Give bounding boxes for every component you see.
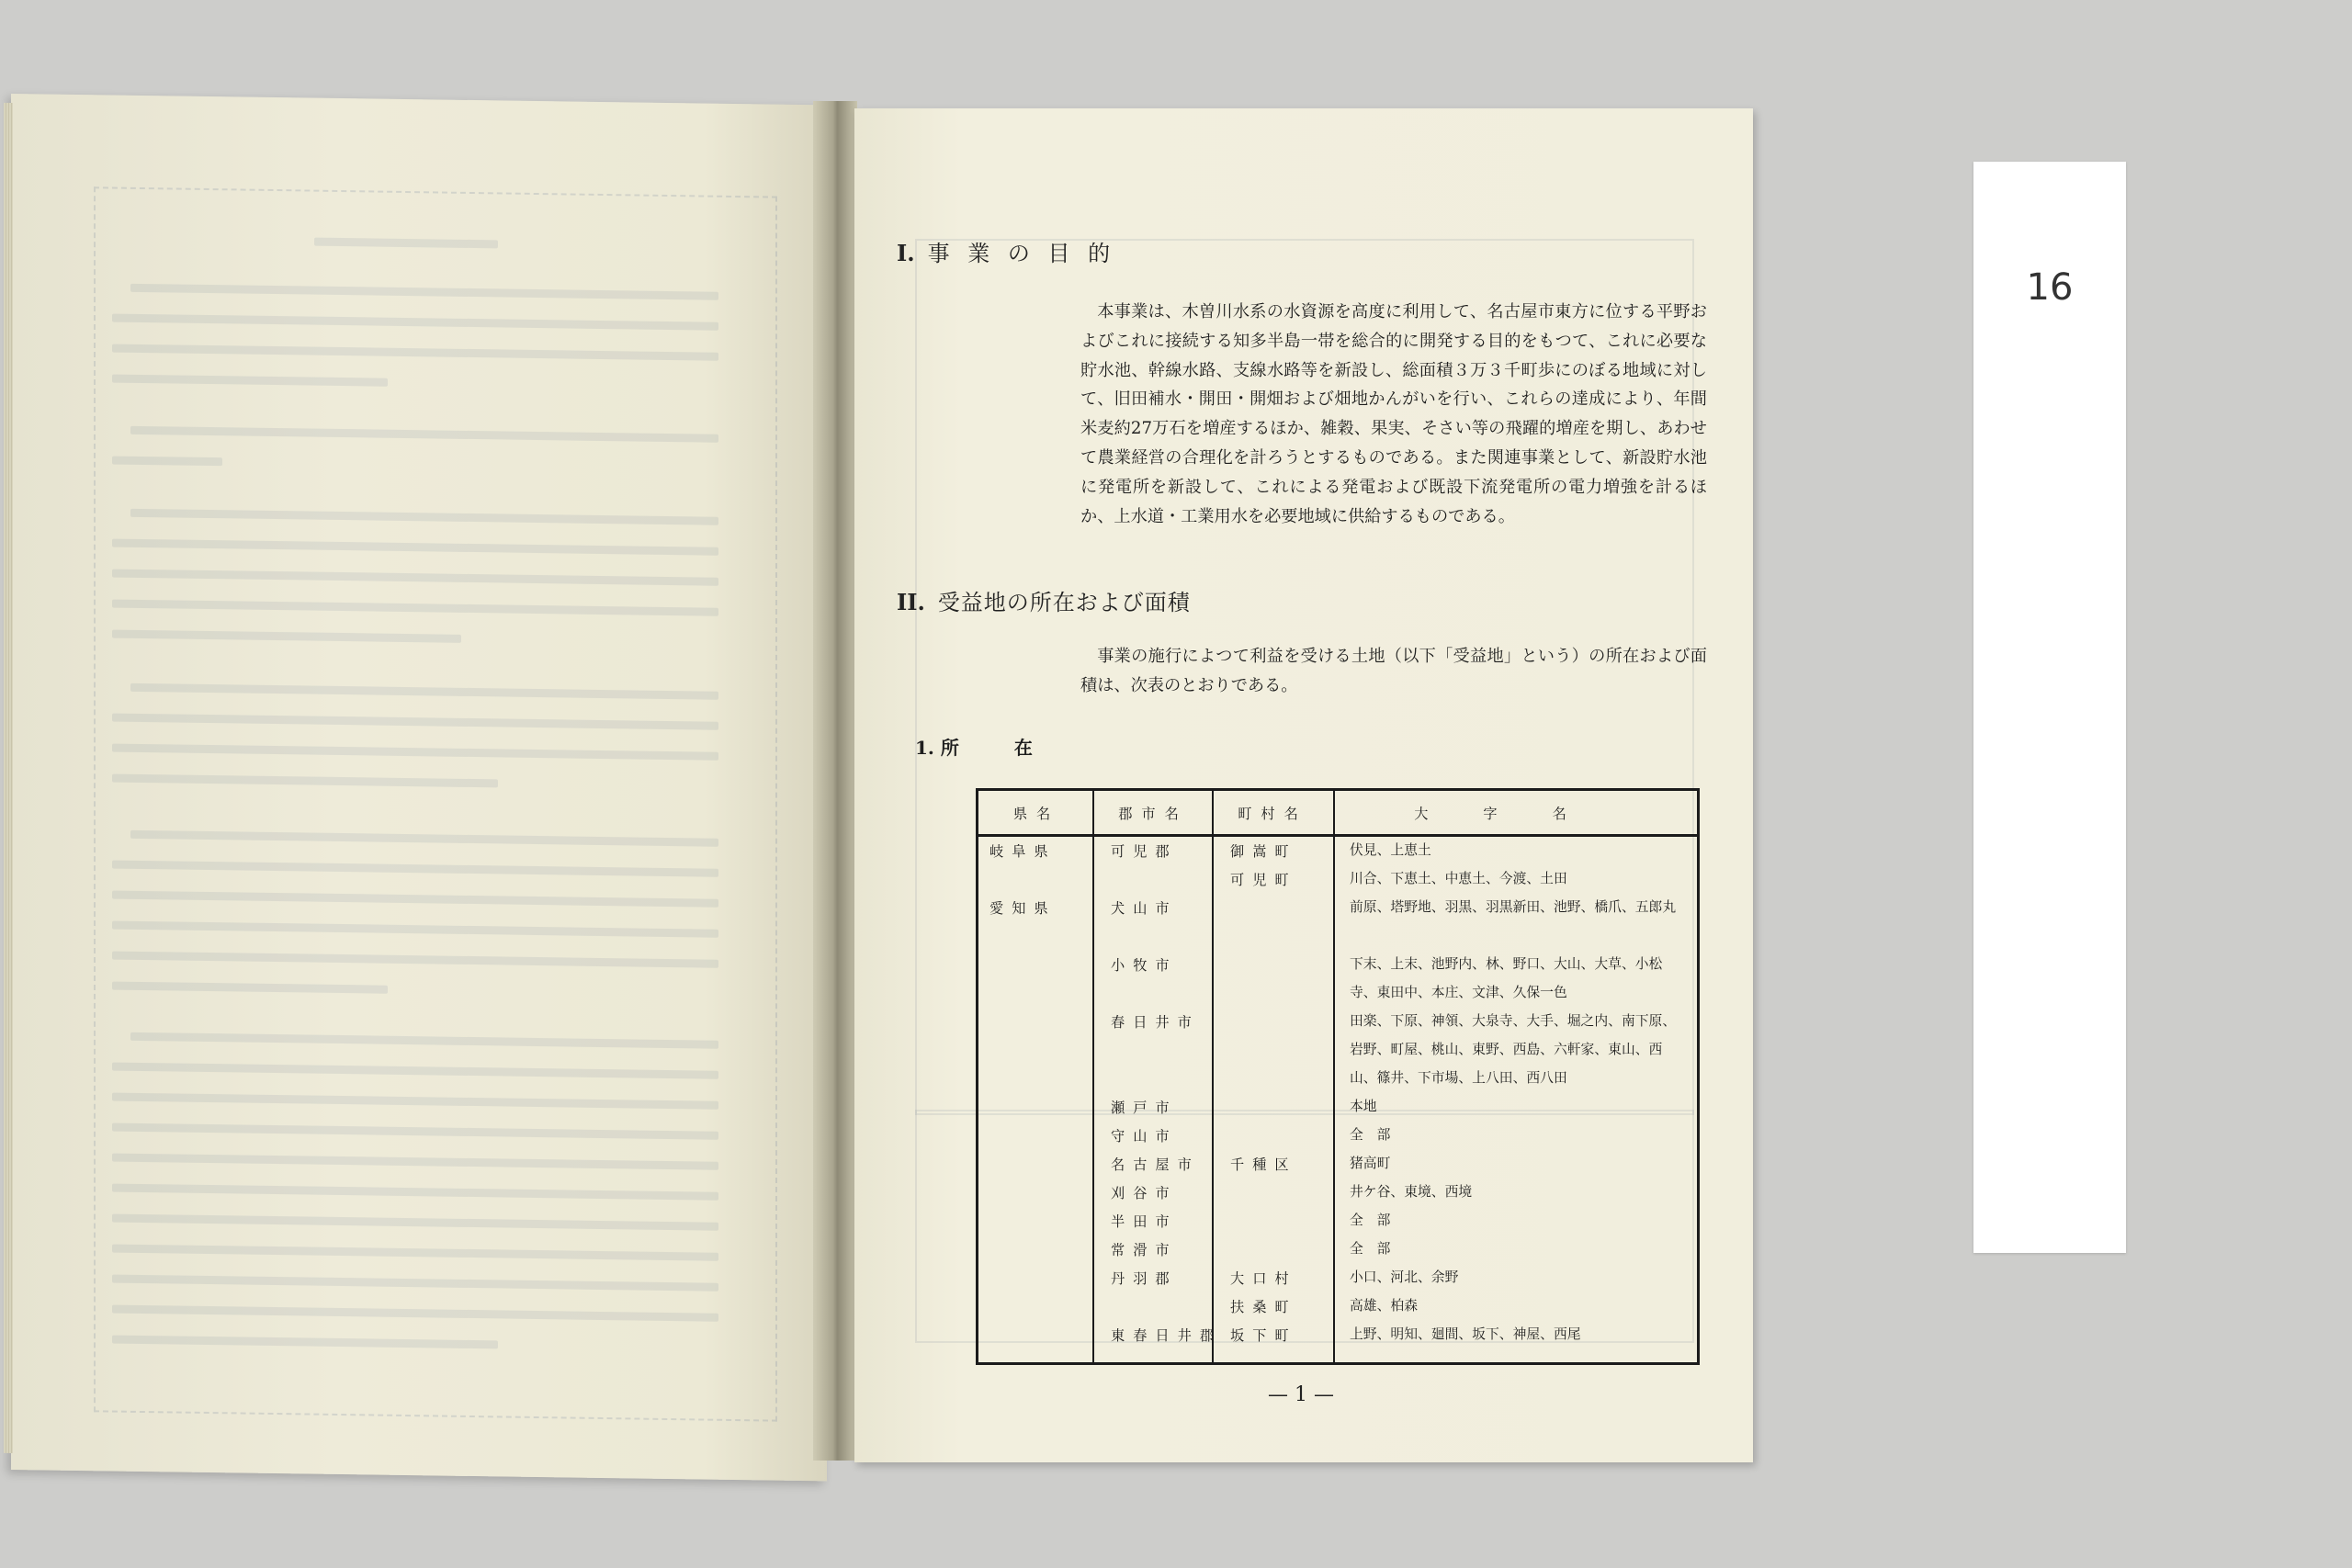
cell-town-village: 可児町 [1230,872,1297,888]
cell-oaza: 猪高町 [1350,1156,1391,1171]
cell-oaza: 川合、下恵土、中恵土、今渡、土田 [1350,871,1567,886]
header-district-city: 郡市名 [1118,806,1188,822]
page-number: — 1 — [1268,1383,1334,1406]
column-divider [1333,791,1335,1362]
column-divider [1212,791,1214,1362]
cell-district-city: 守山市 [1111,1128,1178,1145]
cell-oaza: 全 部 [1350,1127,1391,1143]
show-through-text [112,457,222,467]
left-page [11,94,827,1481]
cell-district-city: 東春日井郡 [1111,1327,1222,1344]
section-2-paragraph: 事業の施行によつて利益を受ける土地（以下「受益地」という）の所在および面積は、次表のとおりである。 [1080,647,1707,695]
cell-district-city: 半田市 [1111,1213,1178,1230]
number-tag [1973,162,2126,1253]
header-oaza: 大字名 [1414,806,1622,822]
section-1-title: 事 業 の 目 的 [927,241,1116,266]
cell-oaza: 全 部 [1350,1213,1391,1228]
cell-oaza: 高雄、柏森 [1350,1298,1418,1314]
column-divider [1092,791,1094,1362]
cell-town-village: 千種区 [1230,1156,1297,1173]
cell-district-city: 名古屋市 [1111,1156,1200,1173]
tag-number: 16 [2026,266,2074,309]
cell-oaza: 下末、上末、池野内、林、野口、大山、大草、小松寺、東田中、本庄、文津、久保一色 [1350,956,1663,1000]
cell-oaza: 井ケ谷、東境、西境 [1350,1184,1473,1200]
section-1-heading [897,235,1115,267]
cell-town-village: 坂下町 [1230,1327,1297,1344]
section-2-heading [897,584,1191,616]
cell-town-village: 御嵩町 [1230,843,1297,860]
cell-district-city: 可児郡 [1111,843,1178,860]
table-header-row [978,791,1697,837]
cell-town-village: 扶桑町 [1230,1299,1297,1315]
cell-prefecture: 愛知県 [989,900,1057,917]
cell-oaza: 伏見、上恵土 [1350,842,1431,858]
book-spine [813,101,857,1461]
header-prefecture: 県名 [1012,806,1060,822]
subsection-number: 1. [915,737,934,759]
subsection-title-a: 所 [940,737,959,759]
cell-district-city: 犬山市 [1111,900,1178,917]
cell-district-city: 丹羽郡 [1111,1270,1178,1287]
section-2-paragraph-box [1080,642,1707,701]
subsection-title-b: 在 [1013,737,1033,759]
cell-prefecture: 岐阜県 [989,843,1057,860]
cell-oaza: 小口、河北、余野 [1350,1269,1459,1285]
page-stack-edge [4,103,13,1453]
section-2-title: 受益地の所在および面積 [937,590,1191,615]
cell-district-city: 瀬戸市 [1111,1100,1178,1116]
cell-oaza: 全 部 [1350,1241,1391,1257]
cell-district-city: 常滑市 [1111,1242,1178,1258]
header-town-village: 町村名 [1238,806,1307,822]
cell-oaza: 本地 [1350,1099,1377,1114]
section-1-paragraph: 本事業は、木曽川水系の水資源を高度に利用して、名古屋市東方に位する平野およびこれに接続する知多半島一帯を総合的に開発する目的をもつて、これに必要な貯水池、幹線水路、支線水路等を新設し、総面積３万３千町歩にのぼる地域に対して、旧田補水・開田・開畑および畑地かんがいを行い、これらの達成により、年間米麦約27万石を増産するほか、雑穀、果実、そさい等の飛躍的増産を期し、あわせて農業経営の合理化を計ろうとするものである。また関連事業として、新設貯水池に発電所を新設して、これによる発電および既設下流発電所の電力増強を計るほか、上水道・工業用水を必要地域に供給するものである。 [1080,302,1707,526]
cell-oaza: 上野、明知、廻間、坂下、神屋、西尾 [1350,1326,1581,1342]
location-table [976,788,1700,1365]
cell-district-city: 春日井市 [1111,1014,1200,1031]
cell-oaza: 前原、塔野地、羽黒、羽黒新田、池野、橋爪、五郎丸 [1350,899,1677,915]
cell-district-city: 小牧市 [1111,957,1178,974]
show-through-frame [94,186,777,1421]
subsection-heading [915,733,1033,760]
section-1-number: I. [897,240,915,266]
section-2-number: II. [897,589,925,615]
section-1-paragraph-box [1080,298,1707,531]
cell-town-village: 大口村 [1230,1270,1297,1287]
cell-district-city: 刈谷市 [1111,1185,1178,1201]
cell-oaza: 田楽、下原、神領、大泉寺、大手、堀之内、南下原、岩野、町屋、桃山、東野、西島、六軒家、東山、西山、篠井、下市場、上八田、西八田 [1350,1013,1677,1086]
